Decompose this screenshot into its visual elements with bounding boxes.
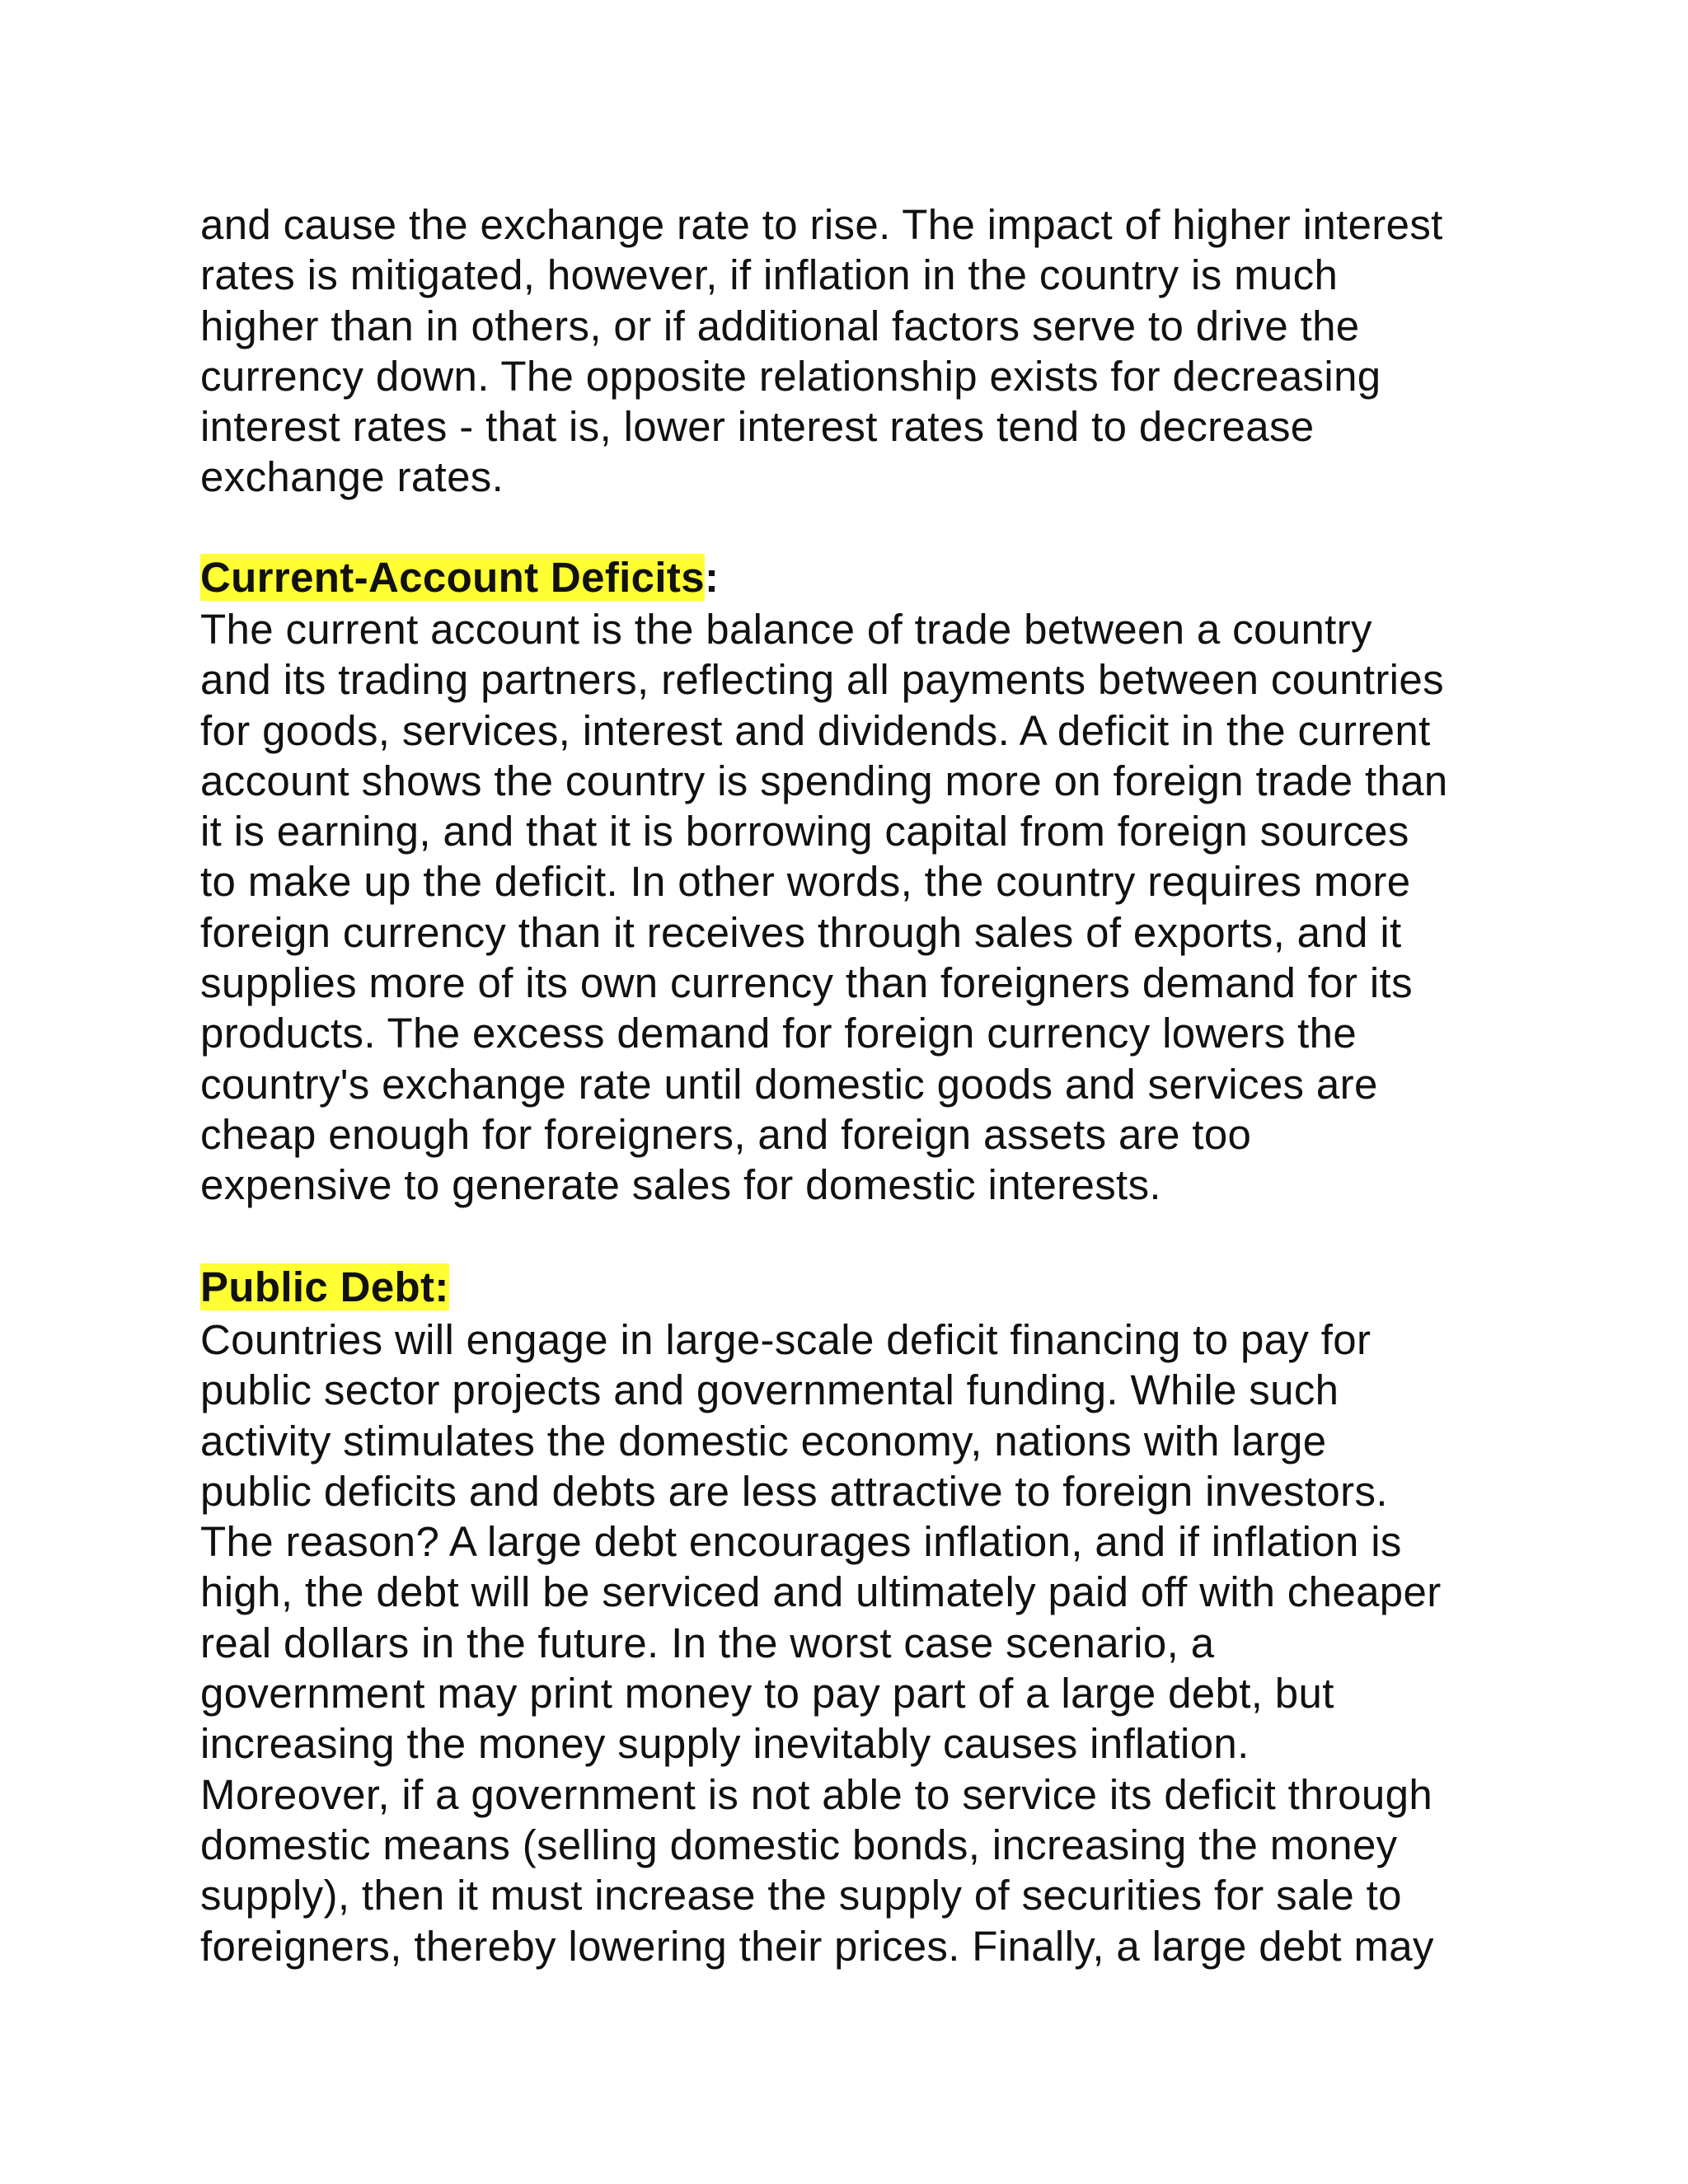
text-line: increasing the money supply inevitably causes inflation. [200, 1720, 1250, 1768]
text-line: higher than in others, or if additional factors serve to drive the [200, 302, 1360, 349]
text-line: products. The excess demand for foreign currency lowers the [200, 1010, 1357, 1057]
text-line: foreigners, thereby lowering their prices. Finally, a large debt may [200, 1922, 1434, 1970]
text-line: rates is mitigated, however, if inflation in the country is much [200, 251, 1339, 299]
text-line: The current account is the balance of trade between a country [200, 606, 1372, 653]
text-line: The reason? A large debt encourages inflation, and if inflation is [200, 1518, 1402, 1566]
text-line: country's exchange rate until domestic goods and services are [200, 1060, 1378, 1108]
text-line: supplies more of its own currency than foreigners demand for its [200, 959, 1413, 1007]
paragraph-interest-rates [200, 199, 1552, 503]
paragraph-public-debt [200, 1315, 1552, 1971]
text-line: interest rates - that is, lower interest rates tend to decrease [200, 403, 1315, 451]
heading-colon: : [704, 554, 720, 601]
text-line: to make up the deficit. In other words, the country requires more [200, 858, 1411, 906]
text-line: high, the debt will be serviced and ultimately paid off with cheaper [200, 1568, 1442, 1616]
text-line: Countries will engage in large-scale deficit financing to pay for [200, 1316, 1372, 1363]
text-line: cheap enough for foreigners, and foreign assets are too [200, 1110, 1252, 1158]
text-line: foreign currency than it receives through sales of exports, and it [200, 908, 1402, 956]
text-line: real dollars in the future. In the worst case scenario, a [200, 1619, 1215, 1666]
text-line: public sector projects and governmental funding. While such [200, 1366, 1339, 1414]
section-heading-public-debt [200, 1262, 449, 1312]
text-line: activity stimulates the domestic economy, nations with large [200, 1417, 1327, 1465]
text-line: Moreover, if a government is not able to service its deficit through [200, 1770, 1433, 1818]
section-heading-current-account [200, 552, 719, 602]
text-line: public deficits and debts are less attractive to foreign investors. [200, 1467, 1388, 1515]
text-line: currency down. The opposite relationship exists for decreasing [200, 352, 1381, 400]
text-line: exchange rates. [200, 453, 504, 501]
text-line: and cause the exchange rate to rise. The impact of higher interest [200, 201, 1443, 248]
text-line: account shows the country is spending more on foreign trade than [200, 757, 1448, 804]
text-line: supply), then it must increase the supply of securities for sale to [200, 1872, 1402, 1919]
text-line: it is earning, and that it is borrowing capital from foreign sources [200, 808, 1409, 855]
text-line: domestic means (selling domestic bonds, increasing the money [200, 1821, 1398, 1868]
text-line: and its trading partners, reflecting all payments between countries [200, 656, 1444, 704]
text-line: expensive to generate sales for domestic interests. [200, 1161, 1161, 1209]
paragraph-current-account [200, 604, 1552, 1211]
highlighted-heading-text: Current-Account Deficits [200, 554, 705, 601]
text-line: for goods, services, interest and dividends. A deficit in the current [200, 706, 1431, 754]
highlighted-heading-text: Public Debt: [200, 1263, 449, 1310]
text-line: government may print money to pay part of a large debt, but [200, 1670, 1334, 1718]
